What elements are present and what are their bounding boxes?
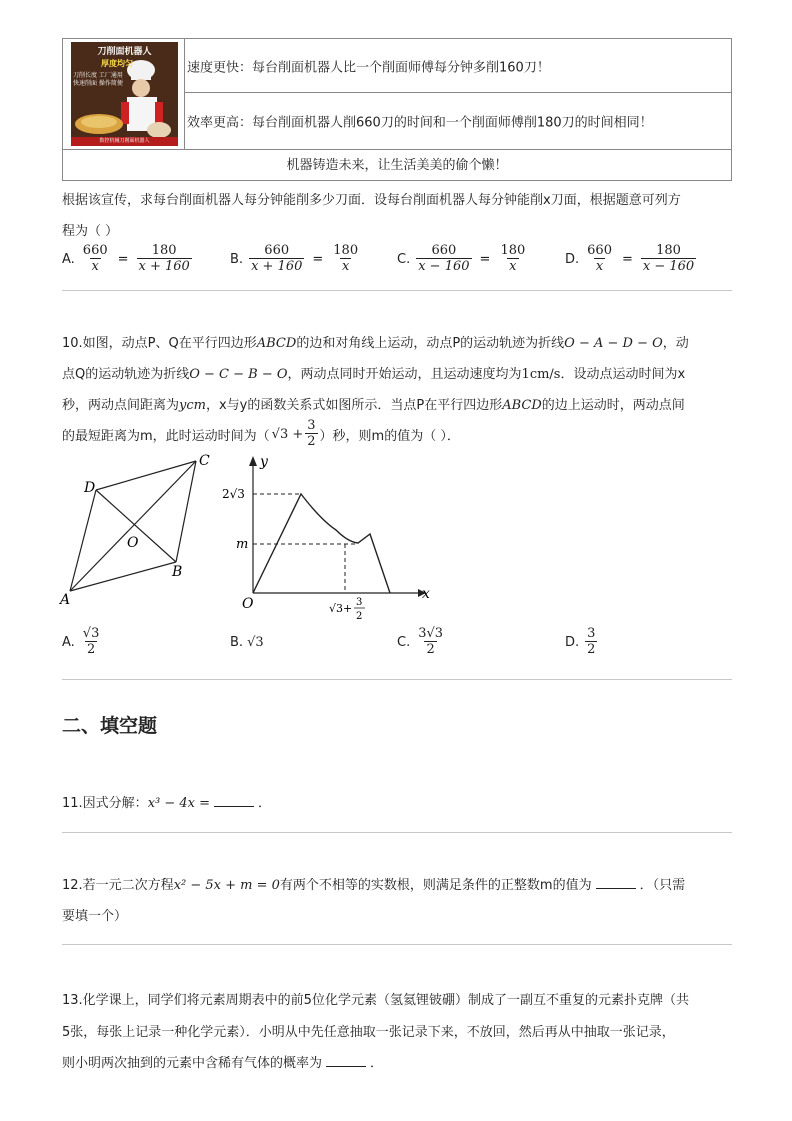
- ad-row-speed: [185, 39, 731, 93]
- q13-text-line1: 13.化学课上，同学们将元素周期表中的前5位化学元素（氢氦锂铍硼）制成了一副互不重复的元素扑克牌（共: [62, 993, 689, 1008]
- q12-answer-blank[interactable]: [596, 876, 636, 889]
- function-graph: [218, 450, 438, 628]
- q9-option-d[interactable]: D. $\frac{660}{x}$ = $\frac{180}{x - 160}$: [565, 243, 695, 274]
- divider: [62, 944, 732, 945]
- label-c: C: [199, 453, 210, 469]
- image-tags: 刀削长度 工厂通用 快速削面 操作简便: [73, 72, 123, 87]
- label-d: D: [84, 480, 96, 496]
- q10-text-line1: 10.如图，动点P、Q在平行四边形ABCD的边和对角线上运动，动点P的运动轨迹为折线O − A − D − O，动: [62, 336, 689, 351]
- origin-label: O: [242, 596, 254, 612]
- ad-row-efficiency: [185, 93, 731, 149]
- q10-option-b[interactable]: B. √3: [230, 635, 264, 650]
- divider: [62, 832, 732, 833]
- function-curve: [253, 494, 390, 593]
- q9-text-line2: 程为（ ）: [62, 224, 119, 239]
- q11-answer-blank[interactable]: [214, 794, 254, 807]
- ad-image-cell: [63, 39, 185, 149]
- image-subtitle: 厚度均匀: [101, 59, 133, 68]
- q11-text: 11.因式分解：x³ − 4x = ．: [62, 796, 272, 811]
- q9-option-c[interactable]: C. $\frac{660}{x - 160}$ = $\frac{180}{x}$: [397, 243, 526, 274]
- q10-option-a[interactable]: A. $\frac{√3}{2}$: [62, 626, 100, 657]
- tick-label-x-num: 3: [356, 597, 363, 608]
- tick-label-m: m: [236, 537, 249, 552]
- q10-text-line2: 点Q的运动轨迹为折线O − C − B − O，两动点同时开始运动，且运动速度均为1cm/s．设动点运动时间为x: [62, 367, 686, 382]
- q12-text-line2: 要填一个）: [62, 909, 128, 924]
- robot-chef-image: [71, 42, 178, 146]
- edge-bc: [176, 461, 196, 562]
- divider: [62, 679, 732, 680]
- q13-text-line2: 5张，每张上记录一种化学元素）．小明从中先任意抽取一张记录下来，不放回，然后再从中抽取一张记录，: [62, 1025, 675, 1040]
- ad-slogan: 机器铸造未来，让生活美美的偷个懒！: [63, 149, 731, 182]
- section-title: 二、填空题: [62, 715, 158, 737]
- q12-text-line1: 12.若一元二次方程x² − 5x + m = 0有两个不相等的实数根，则满足条件的正整数m的值为 ．（只需: [62, 878, 686, 893]
- q10-option-d[interactable]: D. $\frac{3}{2}$: [565, 626, 596, 657]
- divider: [62, 290, 732, 291]
- parallelogram-figure: [58, 452, 218, 608]
- q10-text-line4: 的最短距离为m，此时运动时间为（ √3 + $\frac{3}{2}$ ）秒，则m的值为（ ）．: [62, 418, 460, 449]
- tick-label-2sqrt3: 2√3: [222, 487, 245, 501]
- image-footer: 数控机械刀削面机器人: [71, 137, 178, 146]
- q9-option-a[interactable]: A. $\frac{660}{x}$ = $\frac{180}{x + 160}$: [62, 243, 190, 274]
- y-axis-arrow: [249, 456, 257, 466]
- label-o: O: [127, 535, 139, 551]
- q9-option-b[interactable]: B. $\frac{660}{x + 160}$ = $\frac{180}{x}$: [230, 243, 359, 274]
- q13-answer-blank[interactable]: [326, 1054, 366, 1067]
- axis-label-x: x: [422, 586, 430, 602]
- q13-text-line3: 则小明两次抽到的元素中含稀有气体的概率为 ．: [62, 1056, 384, 1071]
- q9-text-line1: 根据该宣传，求每台削面机器人每分钟能削多少刀面．设每台削面机器人每分钟能削x刀面，根据题意可列方: [62, 193, 681, 208]
- edge-da: [70, 490, 96, 591]
- ad-table: [62, 38, 732, 181]
- q10-option-c[interactable]: C. $\frac{3√3}{2}$: [397, 626, 444, 657]
- label-a: A: [60, 592, 71, 608]
- ad-row-efficiency-text: 效率更高：每台削面机器人削660刀的时间和一个削面师傅削180刀的时间相同！: [187, 115, 653, 131]
- axis-label-y: y: [260, 454, 268, 470]
- image-title: 刀削面机器人: [97, 47, 152, 57]
- tick-label-x: √3+: [329, 602, 353, 615]
- edge-ab: [70, 562, 176, 591]
- ad-row-speed-text: 速度更快：每台削面机器人比一个削面师傅每分钟多削160刀！: [187, 60, 550, 75]
- q10-text-line3: 秒，两动点间距离为ycm，x与y的函数关系式如图所示．当点P在平行四边形ABCD的边上运动时，两动点间: [62, 398, 685, 413]
- label-b: B: [172, 564, 183, 580]
- edge-cd: [96, 461, 196, 490]
- tick-label-x-den: 2: [356, 611, 363, 622]
